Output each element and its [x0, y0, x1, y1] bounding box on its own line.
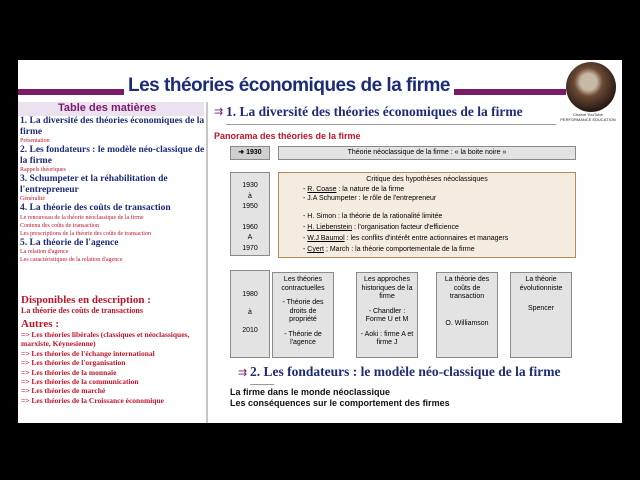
- available-list: [21, 294, 207, 405]
- theory-column: [436, 272, 498, 358]
- critique-line: - R. Coase : la nature de la firme: [303, 186, 405, 193]
- theory-column-line: - Aoki : firme A et firme J: [360, 330, 414, 346]
- others-item: => Les théories de la communication: [21, 377, 139, 387]
- toc-subitem[interactable]: Généralité: [20, 196, 45, 202]
- others-item: => Les théories de la Croissance économique: [21, 395, 164, 405]
- available-title: Disponibles en description :: [21, 294, 151, 306]
- period-1-line: à: [248, 192, 252, 200]
- others-item: => Les théories libérales (classiques et néoclassiques, marxiste, Kéynesienne): [21, 330, 190, 349]
- page-title: Les théories économiques de la firme: [124, 74, 454, 98]
- panorama-title: Panorama des théories de la firme: [214, 131, 361, 141]
- title-bar: [18, 75, 566, 98]
- toc-item[interactable]: 3. Schumpeter et la réhabilitation de l'entrepreneur: [20, 174, 168, 195]
- period-2-line: 2010: [242, 327, 258, 334]
- critique-line: - Cyert ; March : la théorie comportementale de la firme: [303, 246, 475, 253]
- logo-caption-line-1: Chaîne YouTube: [573, 112, 603, 117]
- critique-line: - J.A Schumpeter : le rôle de l'entrepreneur: [303, 195, 437, 202]
- period-1-line: 1950: [242, 203, 258, 210]
- period-2-line: 1980: [242, 291, 258, 298]
- toc-subitem[interactable]: Présentation: [20, 138, 50, 144]
- theory-column-line: Spencer: [527, 305, 555, 312]
- theory-column: [510, 272, 572, 358]
- theory-column-title: La théorie évolutionniste: [519, 276, 563, 292]
- sidebar-divider: [206, 102, 208, 423]
- critique-line: - W.J Baumol : les conflits d'intérêt entre actionnaires et managers: [303, 235, 509, 242]
- toc-subitem[interactable]: Les prescriptions de la théorie des coûts de transaction: [20, 230, 151, 237]
- toc-item[interactable]: 1. La diversité des théories économiques de la firme: [20, 116, 205, 137]
- period-1-line: 1970: [242, 244, 258, 252]
- others-item: => Les théories de l'organisation: [21, 358, 126, 368]
- section-1-title: 1. La diversité des théories économiques de la firme: [226, 104, 523, 119]
- slide: [18, 60, 622, 423]
- section-2-rule: [250, 384, 274, 385]
- toc-subitem[interactable]: Rappels théoriques: [20, 167, 66, 173]
- start-year-box: ➜ 1930: [230, 146, 270, 160]
- theory-column: [272, 272, 334, 358]
- available-subtitle: La théorie des coûts de transactions: [21, 306, 143, 315]
- toc-item[interactable]: 4. La théorie des coûts de transaction: [20, 203, 171, 213]
- section-2-line: La firme dans le monde néoclassique: [230, 387, 391, 397]
- section-2-title: 2. Les fondateurs : le modèle néo-classique de la firme: [250, 364, 561, 379]
- theory-column-line: - Théorie des droits de propriété: [282, 299, 324, 323]
- theory-column-line: - Théorie de l'agence: [284, 330, 322, 346]
- critique-line: - H. Liebenstein : l'organisation facteur d'efficience: [303, 224, 459, 231]
- toc-subitem[interactable]: Le renouveau de la théorie néoclassique de la firme: [20, 214, 144, 221]
- toc-title: Table des matières: [58, 102, 157, 114]
- toc-subitem[interactable]: Les caractéristiques de la relation d'agence: [20, 257, 123, 263]
- others-item: => Les théories de la monnaie: [21, 367, 117, 377]
- toc-subitem[interactable]: La relation d'agence: [20, 249, 69, 255]
- double-arrow-icon: ⇉: [238, 366, 248, 379]
- others-title: Autres :: [21, 318, 59, 330]
- toc-list: [20, 116, 206, 264]
- section-2-heading: [238, 364, 622, 384]
- period-1-box: [230, 172, 270, 256]
- period-1-line: [231, 213, 269, 223]
- period-1-line: A: [247, 234, 253, 241]
- others-item: => Les théories de l'échange international: [21, 348, 155, 358]
- neoclassical-box: Théorie néoclassique de la firme : « la boite noire »: [278, 146, 576, 160]
- others-item: => Les théories de marché: [21, 386, 106, 396]
- section-2-content: [230, 387, 450, 409]
- theory-column: [356, 272, 418, 358]
- toc-title-bar: [18, 102, 204, 116]
- period-1-line: 1930: [242, 182, 258, 189]
- logo-caption-line-2: PERFORMANCE EDUCATION: [560, 117, 616, 122]
- section-1-rule: [226, 124, 556, 125]
- toc-item[interactable]: 5. La théorie de l'agence: [20, 237, 119, 248]
- period-2-box: [230, 270, 270, 358]
- theory-column-title: La théorie des coûts de transaction: [444, 276, 490, 300]
- critique-title: Critique des hypothèses néoclassiques: [366, 176, 488, 183]
- double-arrow-icon: ⇉: [214, 105, 224, 118]
- theory-column-line: - Chandler : Forme U et M: [365, 307, 409, 323]
- critique-line: - H. Simon : la théorie de la rationalité limitée: [303, 213, 443, 220]
- theory-column-line: O. Williamson: [445, 319, 489, 327]
- period-2-line: à: [248, 309, 252, 316]
- period-1-line: 1960: [242, 223, 258, 231]
- toc-subitem[interactable]: Contenu des coûts de transaction: [20, 222, 99, 229]
- section-2-line: Les conséquences sur le comportement des firmes: [230, 398, 450, 408]
- theory-column-title: Les théories contractuelles: [281, 276, 325, 292]
- critique-box: [278, 172, 576, 258]
- section-1-heading: [214, 104, 622, 124]
- theory-column-title: Les approches historiques de la firme: [361, 276, 413, 300]
- toc-item[interactable]: 2. Les fondateurs : le modèle néo-classique de la firme: [20, 145, 205, 166]
